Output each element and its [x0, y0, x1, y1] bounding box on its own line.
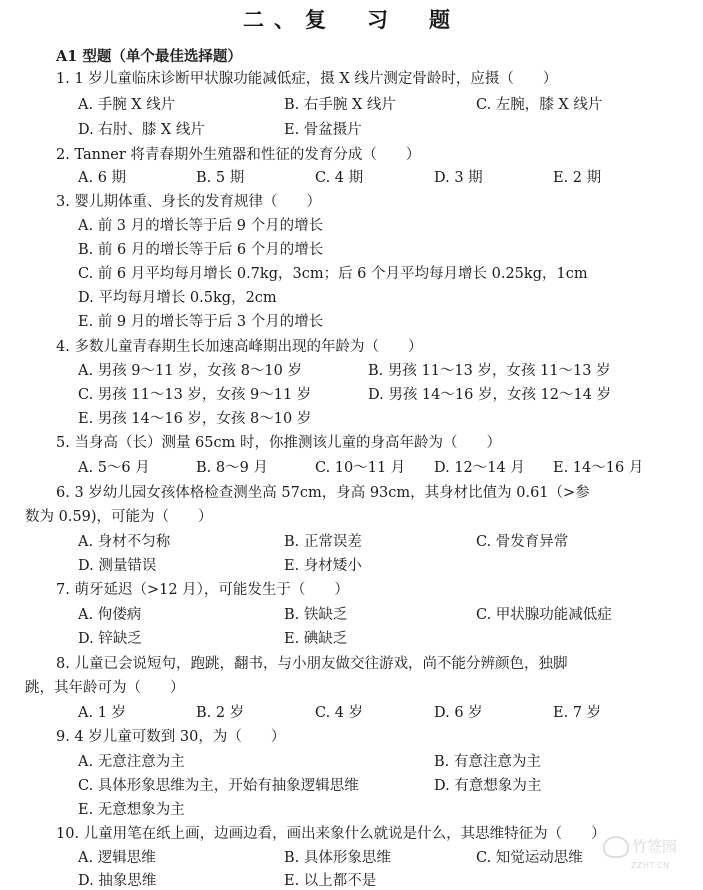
option: D. 抽象思维	[78, 873, 157, 889]
option: E. 14～16 月	[553, 460, 644, 476]
option: D. 测量错误	[78, 558, 157, 574]
option: D. 平均每月增长 0.5kg，2cm	[78, 290, 277, 306]
option: C. 4 岁	[315, 705, 364, 721]
option: D. 3 期	[434, 170, 483, 186]
option: E. 身材矮小	[284, 558, 362, 574]
option: E. 骨盆摄片	[284, 122, 362, 138]
question-stem: 2. Tanner 将青春期外生殖器和性征的发育分成（ ）	[56, 147, 421, 163]
option: E. 7 岁	[553, 705, 602, 721]
option: A. 5～6 月	[78, 460, 150, 476]
option: D. 右肘、膝 X 线片	[78, 122, 205, 138]
option: A. 6 期	[78, 170, 127, 186]
option: B. 具体形象思维	[284, 850, 391, 866]
watermark-logo-icon	[603, 836, 629, 858]
option: E. 以上都不是	[284, 873, 377, 889]
option: D. 12～14 月	[434, 460, 525, 476]
option: A. 无意注意为主	[78, 754, 185, 770]
option: B. 男孩 11～13 岁，女孩 11～13 岁	[368, 363, 611, 379]
question-stem: 8. 儿童已会说短句，跑跳，翻书，与小朋友做交往游戏，尚不能分辨颜色，独脚	[56, 656, 568, 672]
question-stem-continuation: 数为 0.59)，可能为（ ）	[25, 509, 213, 525]
option: B. 右手腕 X 线片	[284, 97, 396, 113]
option: C. 前 6 月平均每月增长 0.7kg，3cm；后 6 个月平均每月增长 0.25kg，1cm	[78, 266, 588, 282]
option: C. 骨发育异常	[476, 534, 569, 550]
option: C. 左腕，膝 X 线片	[476, 97, 603, 113]
question-stem: 5. 当身高（长）测量 65cm 时，你推测该儿童的身高年龄为（ ）	[56, 435, 501, 451]
page-title: 二、复 习 题	[243, 8, 460, 32]
option: B. 铁缺乏	[284, 607, 348, 623]
option: D. 6 岁	[434, 705, 483, 721]
option: A. 逻辑思维	[78, 850, 156, 866]
question-stem: 9. 4 岁儿童可数到 30，为（ ）	[56, 729, 286, 745]
option: E. 碘缺乏	[284, 631, 348, 647]
option: B. 前 6 月的增长等于后 6 个月的增长	[78, 242, 324, 258]
option: C. 男孩 11～13 岁，女孩 9～11 岁	[78, 387, 312, 403]
option: B. 2 岁	[196, 705, 245, 721]
option: E. 2 期	[553, 170, 602, 186]
option: E. 男孩 14～16 岁，女孩 8～10 岁	[78, 411, 312, 427]
question-stem: 7. 萌牙延迟（>12 月），可能发生于（ ）	[56, 582, 349, 598]
option: A. 手腕 X 线片	[78, 97, 176, 113]
section-header: A1 型题（单个最佳选择题）	[56, 48, 242, 65]
option: E. 前 9 月的增长等于后 3 个月的增长	[78, 314, 324, 330]
option: B. 正常误差	[284, 534, 362, 550]
option: C. 具体形象思维为主，开始有抽象逻辑思维	[78, 778, 359, 794]
option: A. 前 3 月的增长等于后 9 个月的增长	[78, 218, 324, 234]
option: B. 8～9 月	[196, 460, 268, 476]
option: A. 身材不匀称	[78, 534, 171, 550]
watermark-text: 竹签园	[632, 837, 678, 856]
watermark-url: ZZHT.CN	[631, 861, 670, 870]
option: C. 10～11 月	[315, 460, 406, 476]
question-stem: 10. 儿童用笔在纸上画，边画边看，画出来象什么就说是什么，其思维特征为（ ）	[56, 826, 606, 842]
option: C. 知觉运动思维	[476, 850, 583, 866]
option: A. 男孩 9～11 岁，女孩 8～10 岁	[78, 363, 302, 379]
option: B. 有意注意为主	[434, 754, 541, 770]
question-stem: 6. 3 岁幼儿园女孩体格检查测坐高 57cm，身高 93cm，其身材比值为 0.61（>参	[56, 485, 590, 501]
option: D. 男孩 14～16 岁，女孩 12～14 岁	[368, 387, 612, 403]
option: B. 5 期	[196, 170, 245, 186]
option: D. 锌缺乏	[78, 631, 142, 647]
option: A. 1 岁	[78, 705, 127, 721]
option: C. 甲状腺功能减低症	[476, 607, 612, 623]
option: E. 无意想象为主	[78, 802, 185, 818]
question-stem: 1. 1 岁儿童临床诊断甲状腺功能减低症，摄 X 线片测定骨龄时，应摄（ ）	[56, 71, 558, 87]
question-stem: 4. 多数儿童青春期生长加速高峰期出现的年龄为（ ）	[56, 339, 423, 355]
option: C. 4 期	[315, 170, 364, 186]
question-stem-continuation: 跳，其年龄可为（ ）	[25, 680, 185, 696]
option: A. 佝偻病	[78, 607, 142, 623]
watermark	[603, 836, 695, 870]
option: D. 有意想象为主	[434, 778, 542, 794]
question-stem: 3. 婴儿期体重、身长的发育规律（ ）	[56, 194, 321, 210]
